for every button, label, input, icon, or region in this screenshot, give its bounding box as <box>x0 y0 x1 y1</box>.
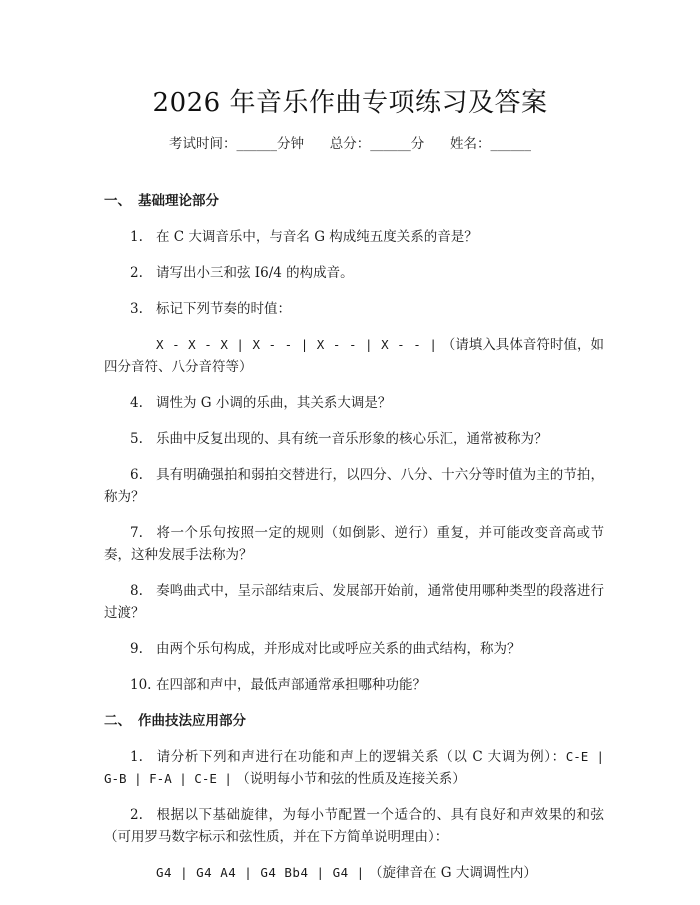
question-index: 1. <box>130 749 143 765</box>
question-index: 1. <box>130 229 143 245</box>
question-item <box>104 298 604 320</box>
question-item <box>104 392 604 414</box>
question-text: 由两个乐句构成，并形成对比或呼应关系的曲式结构，称为？ <box>156 641 521 657</box>
question-index: 4. <box>130 395 143 411</box>
rhythm-hint: （请填入具体音符时值，如四分音符、八分音符等） <box>104 337 604 375</box>
melody-hint: （旋律音在 G 大调调性内） <box>364 865 537 881</box>
question-item <box>104 638 604 660</box>
page-title: 2026 年音乐作曲专项练习及答案 <box>152 88 548 118</box>
question-text: 请分析下列和声进行在功能和声上的逻辑关系（以 C 大调为例）： <box>156 749 566 765</box>
question-index: 2. <box>130 265 143 281</box>
question-text: 在 C 大调音乐中，与音名 G 构成纯五度关系的音是？ <box>156 229 478 245</box>
question-index: 2. <box>130 807 143 823</box>
melody-notation: G4 | G4 A4 | G4 Bb4 | G4 | <box>156 865 365 880</box>
question-index: 3. <box>130 301 143 317</box>
question-item <box>104 226 604 248</box>
chord-progression: C-E | G-B | F-A | C-E | <box>104 749 604 786</box>
rhythm-notation: X - X - X | X - - | X - - | X - - | <box>156 337 438 352</box>
question-item <box>104 522 604 566</box>
question-text: 具有明确强拍和弱拍交替进行，以四分、八分、十六分等时值为主的节拍，称为？ <box>104 467 604 505</box>
question-text: 奏鸣曲式中，呈示部结束后、发展部开始前，通常使用哪种类型的段落进行过渡？ <box>104 583 604 621</box>
question-index: 6. <box>130 467 143 483</box>
question-text: 请写出小三和弦 I6/4 的构成音。 <box>156 265 354 281</box>
question-index: 9. <box>130 641 143 657</box>
melody-line <box>104 862 604 884</box>
section-number: 一、 <box>104 193 131 209</box>
section-title: 作曲技法应用部分 <box>138 713 246 729</box>
question-text: 标记下列节奏的时值： <box>156 301 291 317</box>
question-index: 8. <box>130 583 143 599</box>
question-item <box>104 746 604 790</box>
section-heading-basic-theory <box>104 190 604 212</box>
question-text: 乐曲中反复出现的、具有统一音乐形象的核心乐汇，通常被称为？ <box>156 431 548 447</box>
question-item <box>104 262 604 284</box>
question-index: 5. <box>130 431 143 447</box>
question-item <box>104 428 604 450</box>
question-index: 10. <box>130 677 152 693</box>
question-item <box>104 580 604 624</box>
section-heading-composition-techniques <box>104 710 604 732</box>
question-text: 根据以下基础旋律，为每小节配置一个适合的、具有良好和声效果的和弦（可用罗马数字标示和弦性质，并在下方简单说明理由）： <box>104 807 604 845</box>
question-item <box>104 464 604 508</box>
question-text: 在四部和声中，最低声部通常承担哪种功能？ <box>156 677 426 693</box>
question-text: 调性为 G 小调的乐曲，其关系大调是？ <box>156 395 392 411</box>
question-index: 7. <box>130 525 143 541</box>
exam-content <box>104 190 604 898</box>
exam-meta-line: 考试时间：______分钟 总分：______分 姓名：______ <box>169 136 531 152</box>
section-number: 二、 <box>104 713 131 729</box>
section-title: 基础理论部分 <box>138 193 219 209</box>
question-hint: （说明每小节和弦的性质及连接关系） <box>231 771 466 787</box>
question-text: 将一个乐句按照一定的规则（如倒影、逆行）重复，并可能改变音高或节奏，这种发展手法称为？ <box>104 525 604 563</box>
question-item <box>104 804 604 848</box>
question-item <box>104 674 604 696</box>
rhythm-line <box>104 334 604 378</box>
